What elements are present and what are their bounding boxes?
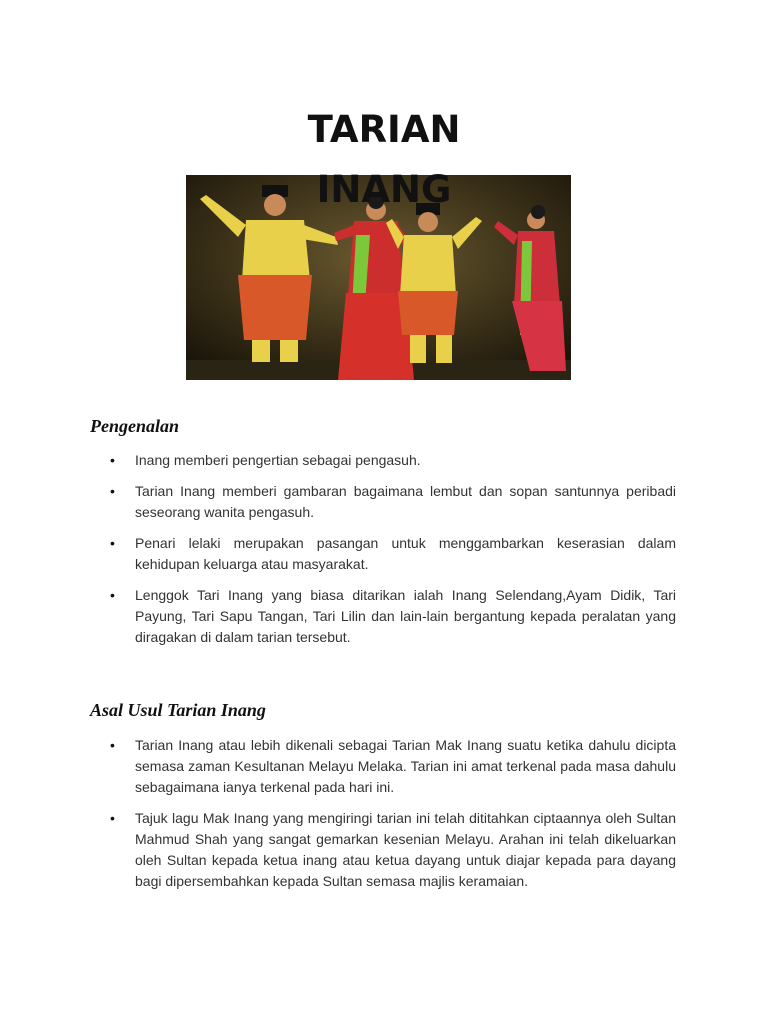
bullet-icon: •: [110, 810, 115, 826]
bullet-icon: •: [110, 483, 115, 499]
bullet-icon: •: [110, 535, 115, 551]
list-item: [110, 450, 676, 471]
list-item: [110, 735, 676, 798]
page-title-line-2: INANG: [316, 168, 452, 211]
list-item-text: Tarian Inang atau lebih dikenali sebagai Tarian Mak Inang suatu ketika dahulu dicipta semasa zaman Kesultanan Melayu Melaka. Tarian ini amat terkenal pada masa dahulu sebagaimana ianya terkenal pada hari ini.: [135, 737, 676, 795]
page-title-line-1: TARIAN: [307, 108, 461, 151]
list-item: [110, 585, 676, 648]
list-item: [110, 533, 676, 575]
asal-usul-list: [110, 735, 676, 902]
list-item-text: Penari lelaki merupakan pasangan untuk menggambarkan keserasian dalam kehidupan keluarga atau masyarakat.: [135, 535, 676, 572]
list-item-text: Tajuk lagu Mak Inang yang mengiringi tarian ini telah dititahkan ciptaannya oleh Sultan Mahmud Shah yang sangat gemarkan kesenian Melayu. Arahan ini telah dikeluarkan oleh Sultan kepada ketua inang atau ketua dayang untuk diajar kepada para dayang bagi dipersembahkan kepada Sultan semasa majlis keramaian.: [135, 810, 676, 889]
bullet-icon: •: [110, 452, 115, 468]
list-item: [110, 808, 676, 892]
list-item-text: Inang memberi pengertian sebagai pengasuh.: [135, 452, 421, 468]
section-heading-pengenalan: Pengenalan: [90, 416, 180, 436]
list-item-text: Tarian Inang memberi gambaran bagaimana lembut dan sopan santunnya peribadi seseorang wanita pengasuh.: [135, 483, 676, 520]
pengenalan-list: [110, 450, 676, 658]
section-heading-asal-usul: Asal Usul Tarian Inang: [90, 700, 266, 720]
list-item: [110, 481, 676, 523]
bullet-icon: •: [110, 587, 115, 603]
bullet-icon: •: [110, 737, 115, 753]
list-item-text: Lenggok Tari Inang yang biasa ditarikan ialah Inang Selendang,Ayam Didik, Tari Payung, Tari Sapu Tangan, Tari Lilin dan lain-lain bergantung kepada peralatan yang diragakan di dalam tarian tersebut.: [135, 587, 676, 645]
